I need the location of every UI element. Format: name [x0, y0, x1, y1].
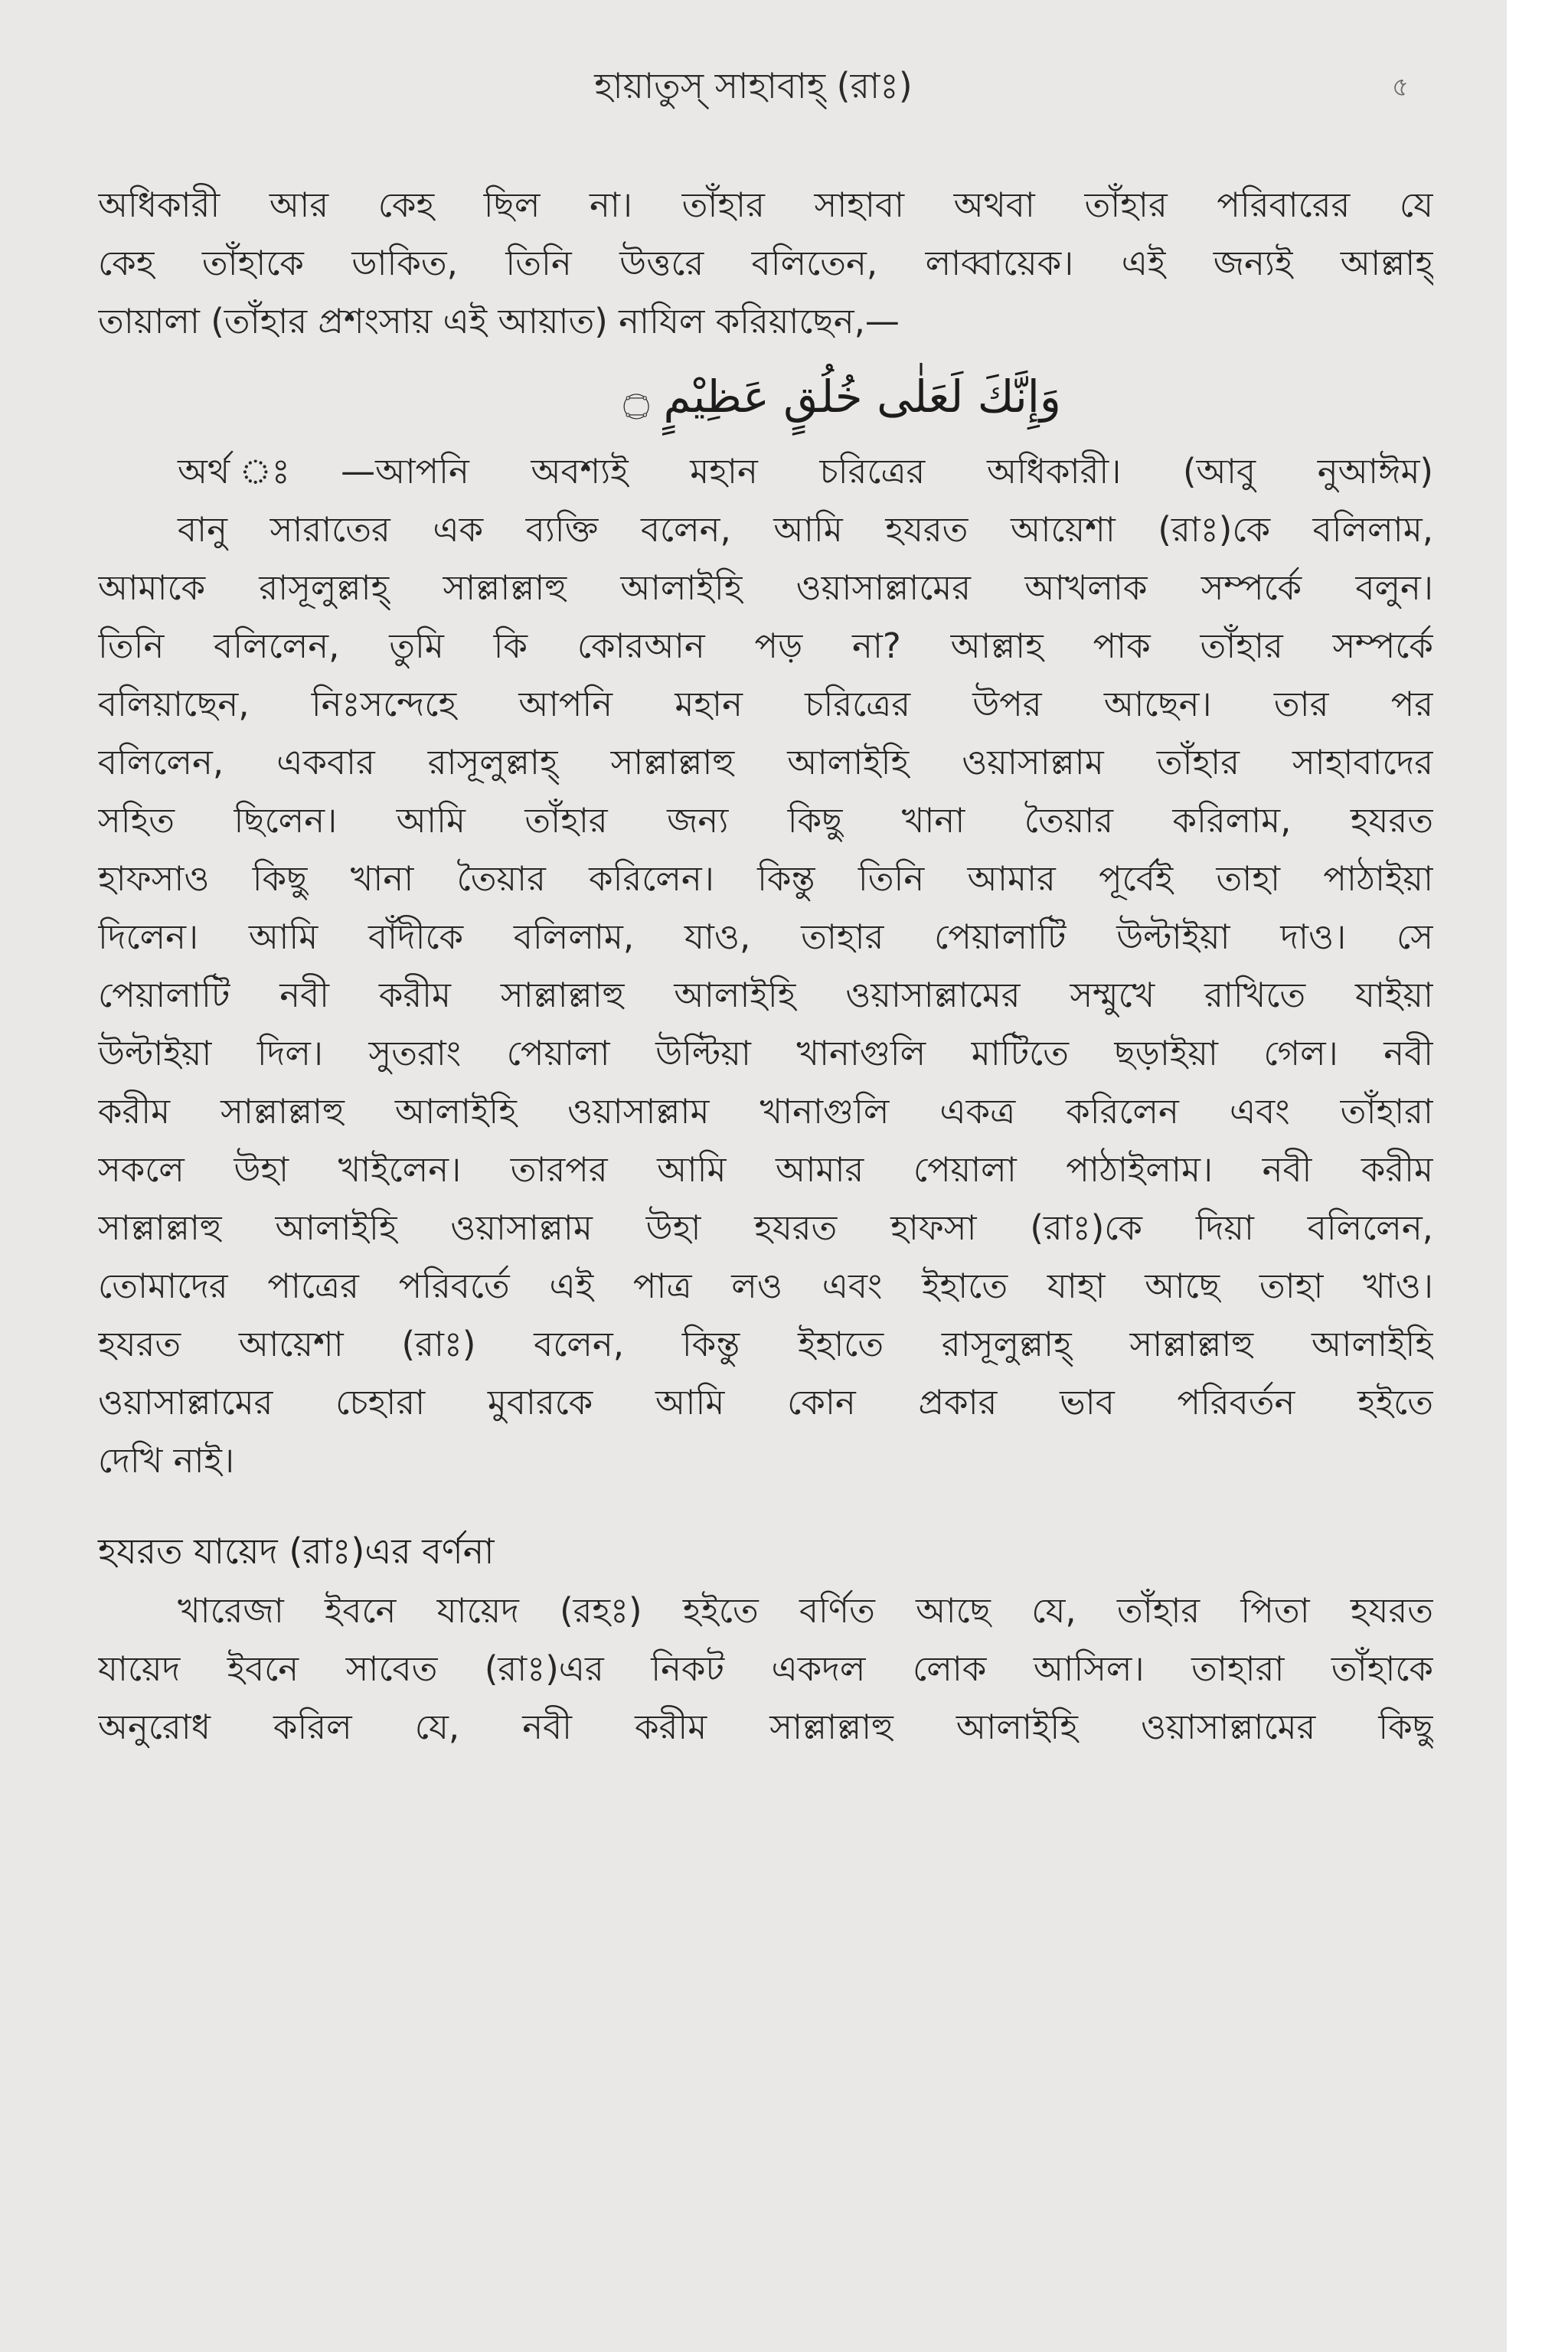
section-heading: হযরত যায়েদ (রাঃ)এর বর্ণনা	[98, 1530, 495, 1572]
text-line: সহিত ছিলেন। আমি তাঁহার জন্য কিছু খানা তৈয়ার করিলাম, হযরত	[98, 800, 1433, 841]
text-line: উল্টাইয়া দিল। সুতরাং পেয়ালা উল্টিয়া খানাগুলি মাটিতে ছড়াইয়া গেল। নবী	[98, 1033, 1433, 1073]
text-line: হযরত আয়েশা (রাঃ) বলেন, কিন্তু ইহাতে রাসূলুল্লাহ্ সাল্লাল্লাহু আলাইহি	[98, 1324, 1433, 1364]
text-line: সকলে উহা খাইলেন। তারপর আমি আমার পেয়ালা পাঠাইলাম। নবী করীম	[98, 1149, 1433, 1190]
arabic-verse: وَإِنَّكَ لَعَلٰى خُلُقٍ عَظِيْمٍ ۝	[623, 371, 1061, 423]
page-number: ৫	[1392, 72, 1410, 103]
translation-line: অর্থ ঃ—আপনি অবশ্যই মহান চরিত্রের অধিকারী। (আবু নুআঈম)	[178, 451, 1433, 492]
text-line: অনুরোধ করিল যে, নবী করীম সাল্লাল্লাহু আলাইহি ওয়াসাল্লামের কিছু	[98, 1707, 1433, 1747]
text-line: হাফসাও কিছু খানা তৈয়ার করিলেন। কিন্তু তিনি আমার পূর্বেই তাহা পাঠাইয়া	[98, 858, 1433, 899]
running-header-title: হায়াতুস্ সাহাবাহ্ (রাঃ)	[594, 65, 913, 106]
section-gap	[98, 1490, 1433, 1521]
text-line: বানু সারাতের এক ব্যক্তি বলেন, আমি হযরত আয়েশা (রাঃ)কে বলিলাম,	[178, 509, 1433, 550]
text-line: তায়ালা (তাঁহার প্রশংসায় এই আয়াত) নাযিল করিয়াছেন,—	[98, 301, 900, 341]
text-line: করীম সাল্লাল্লাহু আলাইহি ওয়াসাল্লাম খানাগুলি একত্র করিলেন এবং তাঁহারা	[98, 1091, 1433, 1132]
text-line: যায়েদ ইবনে সাবেত (রাঃ)এর নিকট একদল লোক আসিল। তাহারা তাঁহাকে	[98, 1648, 1433, 1689]
text-line: বলিলেন, একবার রাসূলুল্লাহ্ সাল্লাল্লাহু আলাইহি ওয়াসাল্লাম তাঁহার সাহাবাদের	[98, 742, 1433, 782]
text-line: দেখি নাই।	[98, 1440, 235, 1481]
text-line: কেহ তাঁহাকে ডাকিত, তিনি উত্তরে বলিতেন, লাব্বায়েক। এই জন্যই আল্লাহ্	[98, 243, 1433, 283]
text-line: পেয়ালাটি নবী করীম সাল্লাল্লাহু আলাইহি ওয়াসাল্লামের সম্মুখে রাখিতে যাইয়া	[98, 975, 1433, 1015]
text-line: তিনি বলিলেন, তুমি কি কোরআন পড় না? আল্লাহ পাক তাঁহার সম্পর্কে	[98, 626, 1433, 666]
text-line: বলিয়াছেন, নিঃসন্দেহে আপনি মহান চরিত্রের উপর আছেন। তার পর	[98, 684, 1433, 724]
text-line: ওয়াসাল্লামের চেহারা মুবারকে আমি কোন প্রকার ভাব পরিবর্তন হইতে	[98, 1382, 1433, 1423]
text-line: খারেজা ইবনে যায়েদ (রহঃ) হইতে বর্ণিত আছে যে, তাঁহার পিতা হযরত	[178, 1590, 1433, 1631]
text-line: তোমাদের পাত্রের পরিবর্তে এই পাত্র লও এবং ইহাতে যাহা আছে তাহা খাও।	[98, 1266, 1433, 1306]
text-line: আমাকে রাসূলুল্লাহ্ সাল্লাল্লাহু আলাইহি ওয়াসাল্লামের আখলাক সম্পর্কে বলুন।	[98, 567, 1433, 608]
text-line: সাল্লাল্লাহু আলাইহি ওয়াসাল্লাম উহা হযরত হাফসা (রাঃ)কে দিয়া বলিলেন,	[98, 1207, 1433, 1248]
text-line: দিলেন। আমি বাঁদীকে বলিলাম, যাও, তাহার পেয়ালাটি উল্টাইয়া দাও। সে	[98, 916, 1433, 957]
text-line: অধিকারী আর কেহ ছিল না। তাঁহার সাহাবা অথবা তাঁহার পরিবারের যে	[98, 185, 1433, 225]
page-body	[98, 176, 1433, 1756]
